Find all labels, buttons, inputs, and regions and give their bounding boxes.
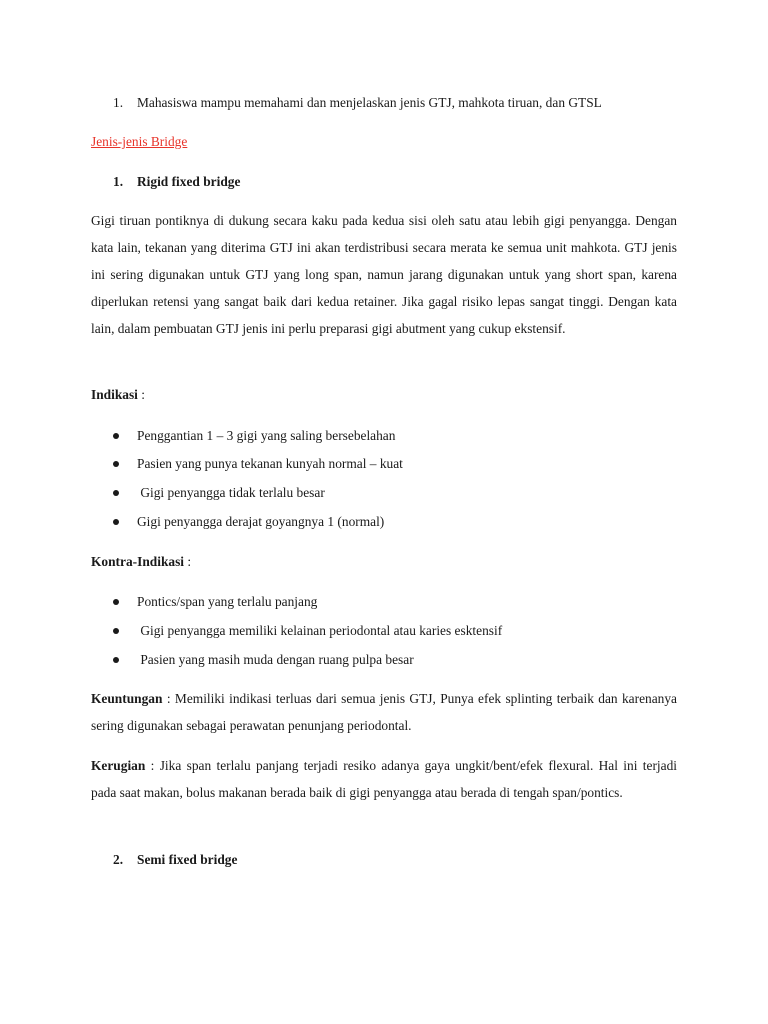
keuntungan-label: Keuntungan [91, 691, 163, 706]
bullet-icon [113, 519, 119, 525]
bullet-icon [113, 628, 119, 634]
objective-text: Mahasiswa mampu memahami dan menjelaskan jenis GTJ, mahkota tiruan, dan GTSL [137, 95, 602, 110]
kerugian-label: Kerugian [91, 758, 146, 773]
kontra-item: Gigi penyangga memiliki kelainan periodontal atau karies esktensif [137, 623, 503, 638]
bullet-icon [113, 433, 119, 439]
indikasi-item: Gigi penyangga derajat goyangnya 1 (normal) [137, 514, 385, 529]
bullet-icon [113, 461, 119, 467]
indikasi-heading [91, 387, 145, 403]
semi-heading: Semi fixed bridge [137, 852, 238, 867]
kerugian-text: : Jika span terlalu panjang terjadi resiko adanya gaya ungkit/bent/efek flexural. Hal ini terjadi pada saat makan, bolus makanan berada baik di gigi penyangga atau berada di tengah span/pontics. [91, 758, 677, 800]
kontra-item: Pasien yang masih muda dengan ruang pulpa besar [137, 652, 414, 667]
bullet-icon [113, 490, 119, 496]
keuntungan-text: : Memiliki indikasi terluas dari semua jenis GTJ, Punya efek splinting terbaik dan karenanya sering digunakan sebagai perawatan penunjang periodontal. [91, 691, 677, 733]
indikasi-item: Gigi penyangga tidak terlalu besar [137, 485, 325, 500]
kontra-indikasi-heading [91, 554, 191, 570]
bullet-icon [113, 599, 119, 605]
indikasi-suffix: : [137, 387, 145, 402]
rigid-heading: Rigid fixed bridge [137, 174, 241, 189]
kontra-indikasi-label: Kontra-Indikasi [91, 554, 185, 569]
kerugian-paragraph [91, 752, 677, 806]
indikasi-item: Penggantian 1 – 3 gigi yang saling bersebelahan [137, 428, 396, 443]
indikasi-item: Pasien yang punya tekanan kunyah normal – kuat [137, 456, 403, 471]
kontra-item: Pontics/span yang terlalu panjang [137, 594, 318, 609]
bullet-icon [113, 657, 119, 663]
indikasi-label: Indikasi [91, 387, 138, 402]
keuntungan-paragraph [91, 685, 677, 739]
section-link-jenis-jenis-bridge[interactable]: Jenis-jenis Bridge [91, 134, 188, 149]
kontra-indikasi-suffix: : [184, 554, 192, 569]
rigid-heading-number: 1. [113, 174, 124, 189]
rigid-paragraph: Gigi tiruan pontiknya di dukung secara kaku pada kedua sisi oleh satu atau lebih gigi penyangga. Dengan kata lain, tekanan yang diterima GTJ ini akan terdistribusi secara merata ke semua unit mahkota. GTJ jenis ini sering digunakan untuk GTJ yang long span, namun jarang digunakan untuk yang short span, karena diperlukan retensi yang sangat baik dari kedua retainer. Jika gagal risiko lepas sangat tinggi. Dengan kata lain, dalam pembuatan GTJ jenis ini perlu preparasi gigi abutment yang cukup ekstensif. [91, 213, 677, 336]
objective-number: 1. [113, 95, 124, 110]
semi-heading-number: 2. [113, 852, 124, 867]
